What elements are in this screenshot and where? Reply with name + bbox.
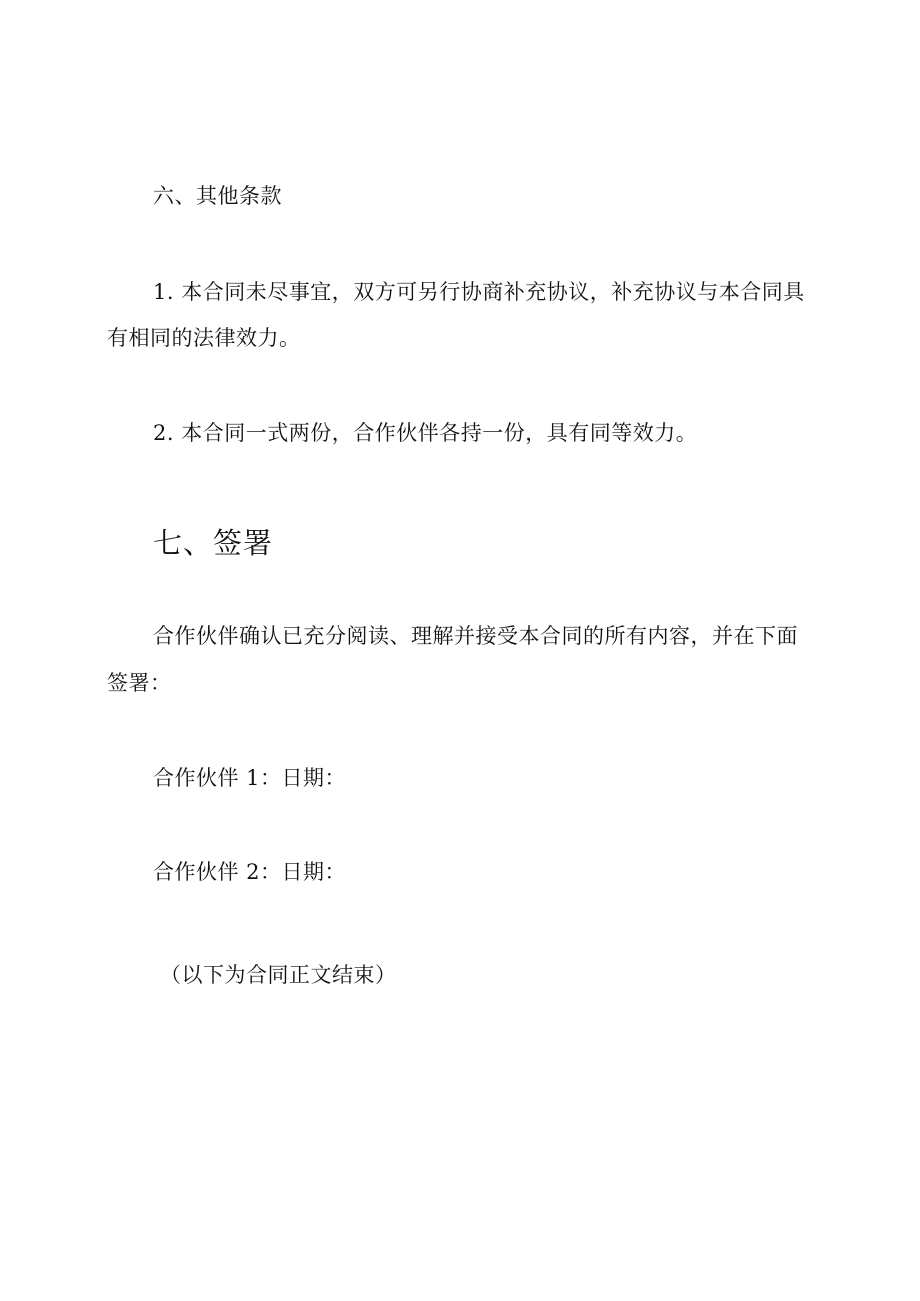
- section-seven-heading: 七、签署: [153, 526, 274, 560]
- signing-intro-line-1: 合作伙伴确认已充分阅读、理解并接受本合同的所有内容，并在下面: [153, 624, 798, 648]
- section-six-heading: 六、其他条款: [153, 184, 282, 208]
- clause-1-line-1: 1. 本合同未尽事宜，双方可另行协商补充协议，补充协议与本合同具: [153, 280, 805, 304]
- clause-2: 2. 本合同一式两份，合作伙伴各持一份，具有同等效力。: [153, 421, 698, 445]
- end-of-contract-note: （以下为合同正文结束）: [160, 963, 397, 987]
- signing-intro-line-2: 签署：: [107, 671, 172, 695]
- partner-1-signature-line: 合作伙伴 1：日期：: [153, 766, 347, 790]
- partner-2-signature-line: 合作伙伴 2：日期：: [153, 860, 347, 884]
- clause-1-line-2: 有相同的法律效力。: [107, 326, 301, 350]
